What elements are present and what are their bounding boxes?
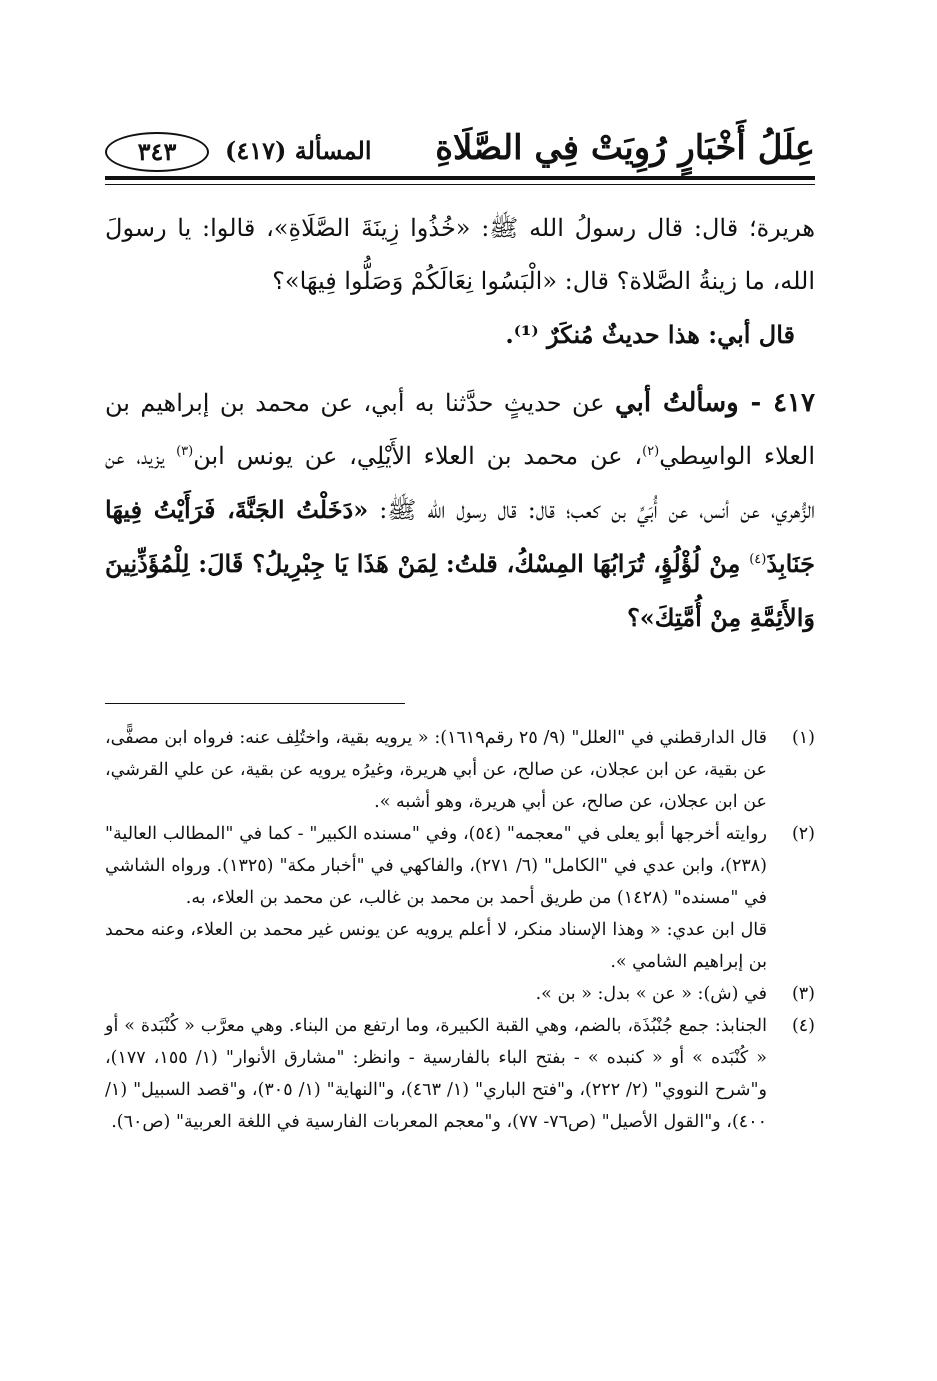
hadith-text-1: «دَخَلْتُ الجَنَّةَ، فَرَأَيْتُ فِيهَا جَنَابِذَ <box>105 495 815 578</box>
entry-heading: ٤١٧ - وسألتُ أبي <box>615 388 815 418</box>
footnote-ref-4[interactable]: (٤) <box>749 552 767 567</box>
footnotes <box>105 722 815 1138</box>
book-title: عِلَلُ أَخْبَارٍ رُوِيَتْ فِي الصَّلَاةِ <box>435 128 815 168</box>
footnote-text: قال الدارقطني في "العلل" (٩/ ٢٥ رقم١٦١٩): « يرويه بقية، واختُلِف عنه: فرواه ابن مصفًّى، عن بقية، عن ابن عجلان، عن صالح، عن أبي هريرة، وغيرُه يرويه عن بقية، عن علي القرشي، عن ابن عجلان، عن صالح، عن أبي هريرة، وهو أشبه ». <box>105 728 767 812</box>
hadith-text-2: مِنْ لُؤْلُؤٍ، تُرَابُهَا المِسْكُ، قلتُ: لِمَنْ هَذَا يَا جِبْرِيلُ؟ قَالَ: لِلْمُؤَذِّنِينَ وَالأَئِمَّةِ مِنْ أُمَّتِكَ»؟ <box>105 549 815 632</box>
issue-label: المسألة (٤١٧) <box>225 136 372 165</box>
document-page <box>105 110 815 1132</box>
footnote-1 <box>105 722 815 818</box>
page-header <box>105 110 815 172</box>
entry-text-3: يزيد، عن الزُّهري، عن أنس، عن أُبَيِّ بن كعب؛ قال: قال رسول الله ﷺ: <box>105 442 815 524</box>
page-number: ٣٤٣ <box>105 132 209 172</box>
paragraph-1: هريرة؛ قال: قال رسولُ الله ﷺ: «خُذُوا زِينَةَ الصَّلَاةِ»، قالوا: يا رسولَ الله، ما زينةُ الصَّلاة؟ قال: «الْبَسُوا نِعَالَكُمْ وَصَلُّوا فِيهَا»؟ <box>105 214 815 295</box>
footnote-3 <box>105 978 815 1010</box>
footnote-text: روايته أخرجها أبو يعلى في "معجمه" (٥٤)، وفي "مسنده الكبير" - كما في "المطالب العالية" (٢٣٨)، وابن عدي في "الكامل" (٦/ ٢٧١)، والفاكهي في "أخبار مكة" (١٣٢٥). ورواه الشاشي في "مسنده" (١٤٢٨) من طريق أحمد بن محمد بن غالب، عن محمد بن العلاء، به. <box>105 824 767 908</box>
footnote-text-continued: قال ابن عدي: « وهذا الإسناد منكر، لا أعلم يرويه عن يونس غير محمد بن العلاء، وعنه محمد بن إبراهيم الشامي ». <box>105 920 767 972</box>
entry-417 <box>105 377 815 645</box>
footnote-ref-2[interactable]: (٢) <box>642 444 660 459</box>
footnote-text: الجنابذ: جمع جُنْبُذَة، بالضم، وهي القبة الكبيرة، وما ارتفع من البناء. وهي معرَّب « كُنْبَدة » أو « كُنْبَده » أو « كنبده » - بفتح الباء بالفارسية - وانظر: "مشارق الأنوار" (١/ ١٥٥، ١٧٧)، و"شرح النووي" (٢/ ٢٢٢)، و"فتح الباري" (١/ ٤٦٣)، و"النهاية" (١/ ٣٠٥)، و"قصد السبيل" (١/ ٤٠٠)، و"القول الأصيل" (ص٧٦- ٧٧)، و"معجم المعربات الفارسية في اللغة العربية" (ص٦٠). <box>105 1016 767 1132</box>
header-rule-thin <box>105 184 815 185</box>
footnote-4 <box>105 1010 815 1138</box>
footnote-number: (١) <box>791 728 815 748</box>
footnote-text: في (ش): « عن » بدل: « بن ». <box>535 984 767 1004</box>
entry-text-1: عن حديثٍ حدَّثنا به أبي، عن محمد بن إبراهيم بن العلاء الواسِطي <box>105 389 815 470</box>
header-rule-thick <box>105 176 815 180</box>
footnote-2 <box>105 818 815 978</box>
main-text <box>105 202 815 645</box>
footnote-ref-3[interactable]: (٣) <box>176 444 194 459</box>
footnote-separator <box>105 703 405 704</box>
verdict: قال أبي: هذا حديثٌ مُنكَرٌ ⁽¹⁾. <box>505 320 795 349</box>
footnote-number: (٣) <box>791 984 815 1004</box>
footnote-number: (٢) <box>791 824 815 844</box>
footnote-number: (٤) <box>791 1016 815 1036</box>
entry-text-2: ، عن محمد بن العلاء الأَيْلِي، عن يونس ابن <box>193 442 643 470</box>
